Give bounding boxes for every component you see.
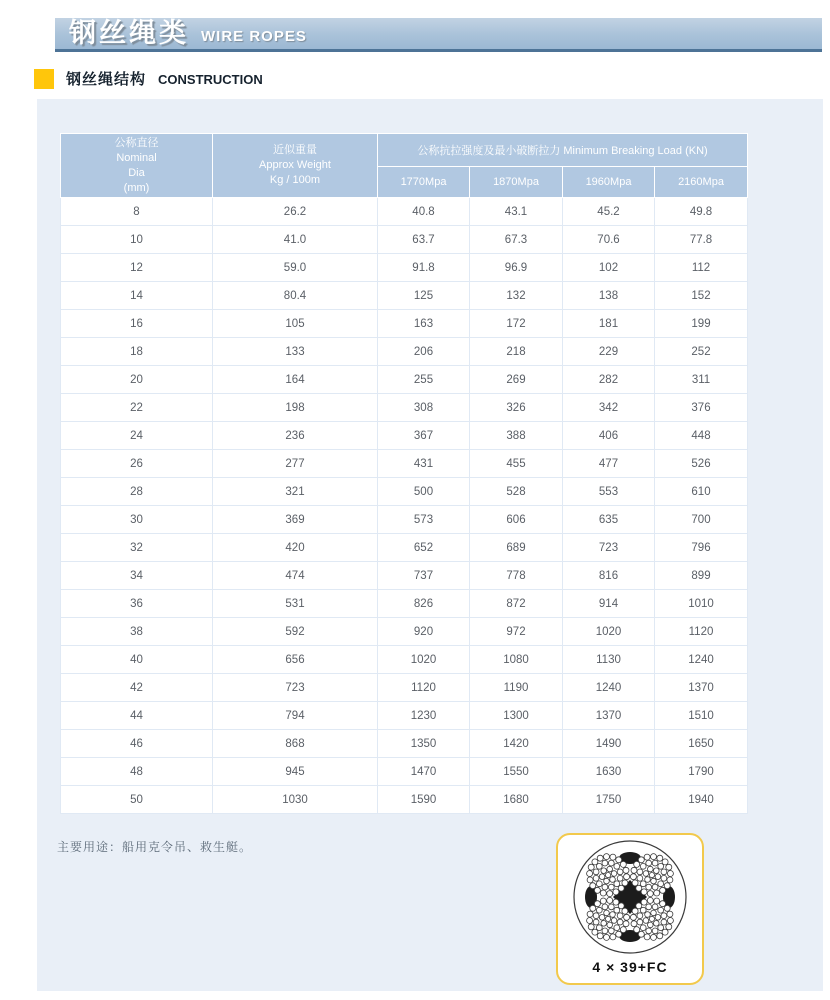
table-cell: 36 [61, 590, 213, 618]
col-header-breaking-load-group: 公称抗拉强度及最小破断拉力 Minimum Breaking Load (KN) [378, 134, 748, 167]
table-cell: 199 [655, 310, 748, 338]
table-cell: 778 [470, 562, 563, 590]
col2-line2: Approx Weight [259, 159, 331, 172]
page-title-chinese: 钢丝绳类 [69, 18, 189, 48]
table-cell: 34 [61, 562, 213, 590]
section-heading [34, 68, 263, 89]
table-cell: 22 [61, 394, 213, 422]
table-row [61, 646, 748, 674]
table-cell: 102 [563, 254, 655, 282]
table-cell: 1300 [470, 702, 563, 730]
table-cell: 236 [213, 422, 378, 450]
col-header-grade-1770: 1770Mpa [378, 167, 470, 198]
table-cell: 796 [655, 534, 748, 562]
table-cell: 91.8 [378, 254, 470, 282]
rope-cross-section-icon [566, 839, 694, 961]
table-row [61, 310, 748, 338]
table-cell: 794 [213, 702, 378, 730]
table-cell: 606 [470, 506, 563, 534]
table-cell: 1650 [655, 730, 748, 758]
table-row [61, 282, 748, 310]
table-cell: 326 [470, 394, 563, 422]
table-cell: 376 [655, 394, 748, 422]
table-cell: 198 [213, 394, 378, 422]
table-cell: 914 [563, 590, 655, 618]
col1-line1: 公称直径 [114, 137, 159, 149]
table-cell: 367 [378, 422, 470, 450]
table-cell: 16 [61, 310, 213, 338]
table-cell: 652 [378, 534, 470, 562]
spec-table [60, 133, 748, 814]
section-title-english: CONSTRUCTION [158, 71, 263, 87]
table-cell: 1020 [378, 646, 470, 674]
table-cell: 44 [61, 702, 213, 730]
table-row [61, 366, 748, 394]
table-cell: 49.8 [655, 198, 748, 226]
table-cell: 689 [470, 534, 563, 562]
table-cell: 1490 [563, 730, 655, 758]
table-cell: 872 [470, 590, 563, 618]
table-row [61, 674, 748, 702]
table-cell: 181 [563, 310, 655, 338]
col-header-grade-1960: 1960Mpa [563, 167, 655, 198]
table-cell: 255 [378, 366, 470, 394]
spec-table-container [60, 133, 747, 814]
spec-table-body [61, 198, 748, 814]
table-cell: 152 [655, 282, 748, 310]
table-cell: 920 [378, 618, 470, 646]
table-cell: 1080 [470, 646, 563, 674]
table-cell: 406 [563, 422, 655, 450]
table-cell: 1120 [378, 674, 470, 702]
table-cell: 96.9 [470, 254, 563, 282]
table-cell: 63.7 [378, 226, 470, 254]
table-cell: 1020 [563, 618, 655, 646]
col2-line3: Kg / 100m [269, 174, 321, 187]
table-row [61, 590, 748, 618]
table-cell: 816 [563, 562, 655, 590]
col-header-grade-1870: 1870Mpa [470, 167, 563, 198]
table-cell: 1240 [655, 646, 748, 674]
col-header-grade-2160: 2160Mpa [655, 167, 748, 198]
table-cell: 138 [563, 282, 655, 310]
table-cell: 1030 [213, 786, 378, 814]
table-row [61, 198, 748, 226]
col1-line2: Nominal [116, 151, 157, 164]
table-cell: 132 [470, 282, 563, 310]
table-cell: 26 [61, 450, 213, 478]
table-cell: 172 [470, 310, 563, 338]
table-cell: 1370 [655, 674, 748, 702]
table-cell: 311 [655, 366, 748, 394]
table-row [61, 394, 748, 422]
table-row [61, 758, 748, 786]
table-cell: 1590 [378, 786, 470, 814]
table-row [61, 618, 748, 646]
page-title-english: WIRE ROPES [201, 28, 307, 45]
table-cell: 573 [378, 506, 470, 534]
table-cell: 1120 [655, 618, 748, 646]
table-cell: 477 [563, 450, 655, 478]
table-cell: 42 [61, 674, 213, 702]
table-cell: 282 [563, 366, 655, 394]
table-row [61, 254, 748, 282]
table-cell: 8 [61, 198, 213, 226]
table-row [61, 534, 748, 562]
table-cell: 1790 [655, 758, 748, 786]
table-cell: 723 [563, 534, 655, 562]
table-cell: 528 [470, 478, 563, 506]
table-cell: 67.3 [470, 226, 563, 254]
table-cell: 635 [563, 506, 655, 534]
table-cell: 206 [378, 338, 470, 366]
table-cell: 737 [378, 562, 470, 590]
construction-label: 4 × 39+FC [592, 959, 668, 975]
table-cell: 163 [378, 310, 470, 338]
table-row [61, 226, 748, 254]
table-cell: 1350 [378, 730, 470, 758]
table-cell: 1750 [563, 786, 655, 814]
table-cell: 899 [655, 562, 748, 590]
table-cell: 1240 [563, 674, 655, 702]
table-row [61, 730, 748, 758]
table-cell: 531 [213, 590, 378, 618]
table-cell: 1470 [378, 758, 470, 786]
table-cell: 59.0 [213, 254, 378, 282]
table-cell: 455 [470, 450, 563, 478]
table-cell: 308 [378, 394, 470, 422]
col-header-approx-weight [213, 134, 378, 198]
table-cell: 26.2 [213, 198, 378, 226]
table-cell: 592 [213, 618, 378, 646]
table-cell: 269 [470, 366, 563, 394]
table-cell: 77.8 [655, 226, 748, 254]
table-cell: 12 [61, 254, 213, 282]
table-cell: 826 [378, 590, 470, 618]
table-row [61, 786, 748, 814]
table-cell: 1230 [378, 702, 470, 730]
table-cell: 125 [378, 282, 470, 310]
table-cell: 164 [213, 366, 378, 394]
table-cell: 342 [563, 394, 655, 422]
table-cell: 133 [213, 338, 378, 366]
table-cell: 868 [213, 730, 378, 758]
table-cell: 80.4 [213, 282, 378, 310]
table-cell: 105 [213, 310, 378, 338]
table-cell: 1680 [470, 786, 563, 814]
table-cell: 1510 [655, 702, 748, 730]
table-row [61, 562, 748, 590]
table-row [61, 338, 748, 366]
table-cell: 1550 [470, 758, 563, 786]
table-cell: 46 [61, 730, 213, 758]
table-cell: 277 [213, 450, 378, 478]
table-cell: 50 [61, 786, 213, 814]
table-cell: 40.8 [378, 198, 470, 226]
col1-line4: (mm) [123, 181, 150, 194]
table-row [61, 506, 748, 534]
table-cell: 972 [470, 618, 563, 646]
col1-line3: Dia [128, 166, 145, 179]
table-cell: 112 [655, 254, 748, 282]
usage-note: 主要用途：船用克令吊、救生艇。 [57, 840, 253, 854]
table-cell: 723 [213, 674, 378, 702]
table-cell: 28 [61, 478, 213, 506]
table-cell: 526 [655, 450, 748, 478]
rope-cross-section-card [556, 833, 704, 985]
yellow-bullet-icon [34, 69, 54, 89]
table-cell: 1630 [563, 758, 655, 786]
table-cell: 24 [61, 422, 213, 450]
table-row [61, 702, 748, 730]
table-cell: 218 [470, 338, 563, 366]
table-cell: 1130 [563, 646, 655, 674]
page-title-band [55, 18, 822, 52]
table-cell: 610 [655, 478, 748, 506]
table-cell: 38 [61, 618, 213, 646]
table-cell: 10 [61, 226, 213, 254]
table-cell: 369 [213, 506, 378, 534]
table-cell: 431 [378, 450, 470, 478]
table-cell: 1190 [470, 674, 563, 702]
table-cell: 420 [213, 534, 378, 562]
table-cell: 321 [213, 478, 378, 506]
table-cell: 500 [378, 478, 470, 506]
col-header-nominal-dia [61, 134, 213, 198]
table-cell: 30 [61, 506, 213, 534]
table-cell: 1370 [563, 702, 655, 730]
col2-line1: 近似重量 [273, 144, 317, 157]
table-cell: 40 [61, 646, 213, 674]
table-cell: 20 [61, 366, 213, 394]
table-row [61, 450, 748, 478]
table-row [61, 422, 748, 450]
table-cell: 1940 [655, 786, 748, 814]
table-cell: 656 [213, 646, 378, 674]
table-cell: 43.1 [470, 198, 563, 226]
table-cell: 18 [61, 338, 213, 366]
table-cell: 70.6 [563, 226, 655, 254]
table-row [61, 478, 748, 506]
table-cell: 252 [655, 338, 748, 366]
table-cell: 474 [213, 562, 378, 590]
table-cell: 14 [61, 282, 213, 310]
table-cell: 388 [470, 422, 563, 450]
table-cell: 700 [655, 506, 748, 534]
table-cell: 553 [563, 478, 655, 506]
table-cell: 448 [655, 422, 748, 450]
table-cell: 41.0 [213, 226, 378, 254]
section-title-chinese: 钢丝绳结构 [66, 71, 147, 88]
table-cell: 1420 [470, 730, 563, 758]
table-cell: 48 [61, 758, 213, 786]
table-cell: 45.2 [563, 198, 655, 226]
table-cell: 1010 [655, 590, 748, 618]
table-cell: 945 [213, 758, 378, 786]
table-cell: 32 [61, 534, 213, 562]
table-cell: 229 [563, 338, 655, 366]
